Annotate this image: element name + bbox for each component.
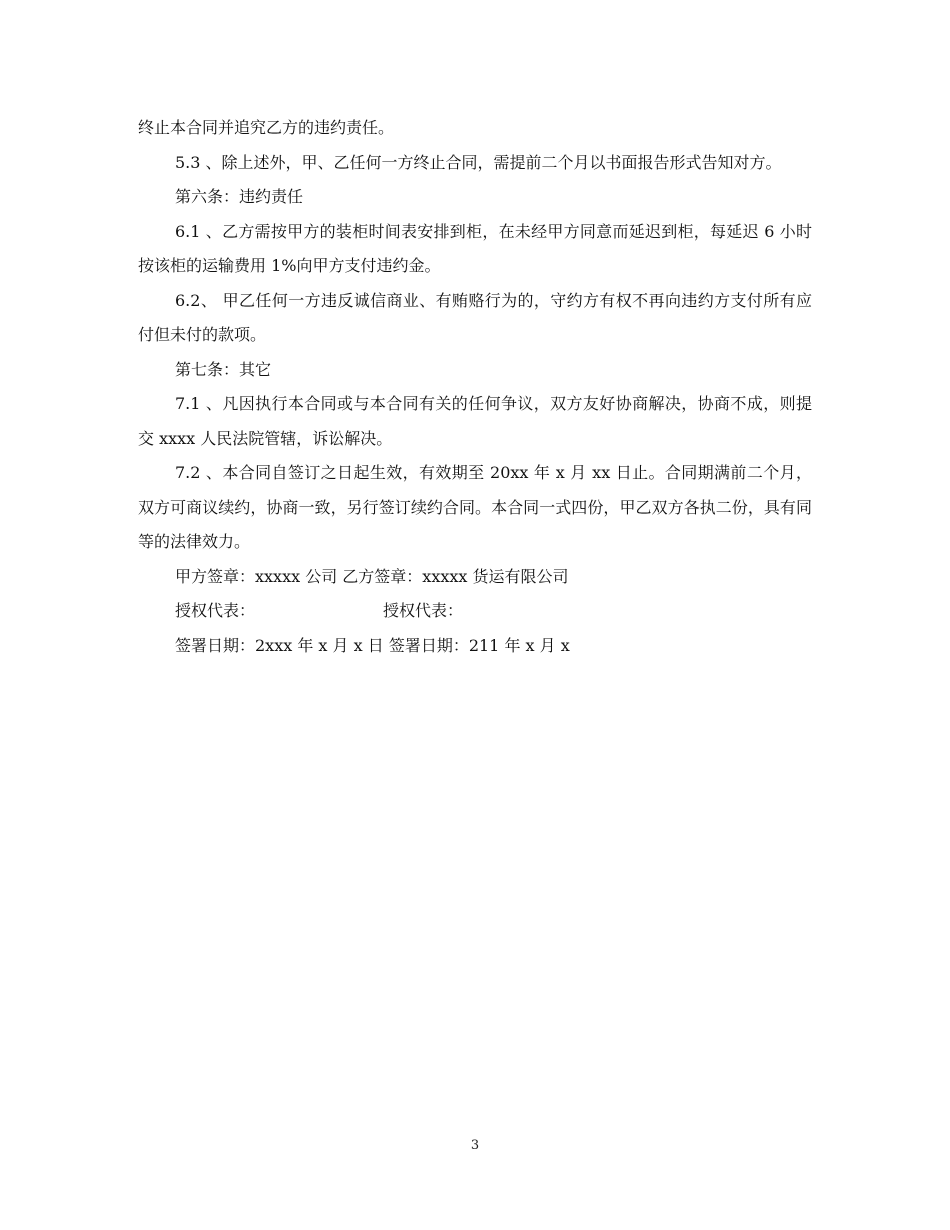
paragraph-termination-continued: 终止本合同并追究乙方的违约责任。 bbox=[138, 118, 395, 137]
paragraph-6-1: 6.1 、乙方需按甲方的装柜时间表安排到柜，在未经甲方同意而延迟到柜，每延迟 6 小时按该柜的运输费用 1%向甲方支付违约金。 bbox=[138, 221, 812, 275]
paragraph-7-1: 7.1 、凡因执行本合同或与本合同有关的任何争议，双方友好协商解决，协商不成，则提交 xxxx 人民法院管辖，诉讼解决。 bbox=[138, 394, 812, 448]
paragraph-7-2: 7.2 、本合同自签订之日起生效，有效期至 20xx 年 x 月 xx 日止。合同期满前二个月，双方可商议续约，协商一致，另行签订续约合同。本合同一式四份，甲乙双方各执二份，具有同等的法律效力。 bbox=[138, 463, 812, 551]
paragraph-5-3: 5.3 、除上述外，甲、乙任何一方终止合同，需提前二个月以书面报告形式告知对方。 bbox=[175, 152, 782, 172]
heading-article-6: 第六条：违约责任 bbox=[175, 187, 304, 206]
contract-body bbox=[138, 111, 812, 663]
authorized-representative-b: 授权代表： bbox=[383, 601, 464, 620]
paragraph-6-2: 6.2、 甲乙任何一方违反诚信商业、有贿赂行为的，守约方有权不再向违约方支付所有应付但未付的款项。 bbox=[138, 290, 812, 344]
signature-seal-line: 甲方签章：xxxxx 公司 乙方签章：xxxxx 货运有限公司 bbox=[175, 566, 569, 586]
signature-date-line: 签署日期：2xxx 年 x 月 x 日 签署日期：211 年 x 月 x bbox=[175, 635, 570, 655]
authorized-representative-a: 授权代表： bbox=[175, 601, 256, 620]
authorized-representative-line bbox=[138, 594, 812, 629]
page-number: 3 bbox=[470, 1138, 480, 1153]
heading-article-7: 第七条：其它 bbox=[175, 359, 272, 379]
